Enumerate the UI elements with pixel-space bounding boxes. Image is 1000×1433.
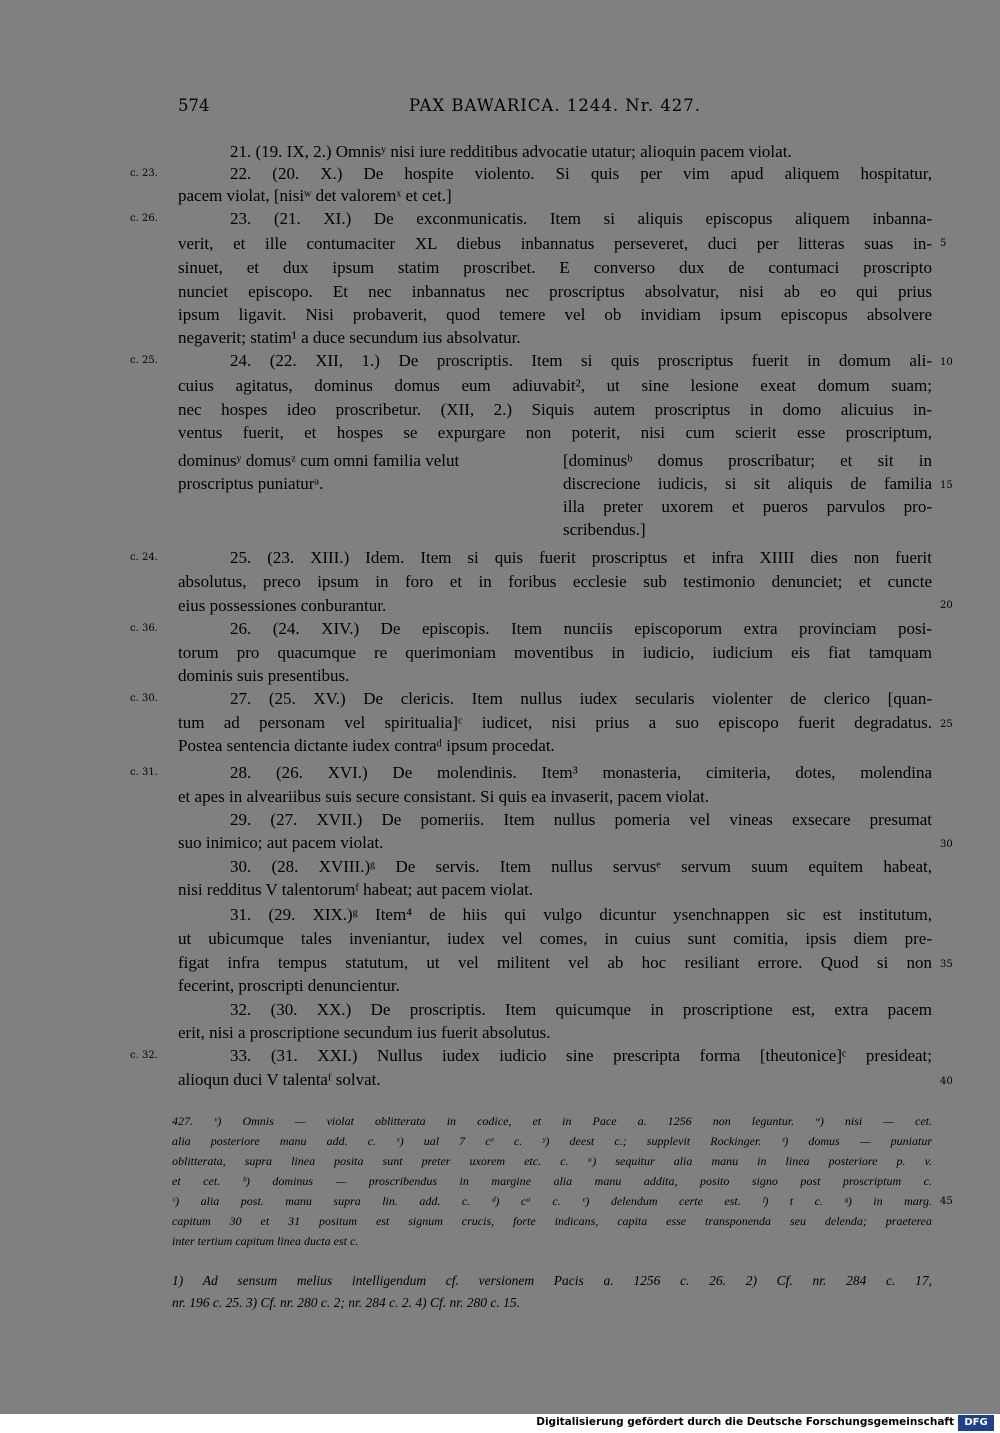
line-number: 5	[940, 238, 947, 249]
text-line: 25. (23. XIII.) Idem. Item si quis fuerit proscriptus et infra XIIII dies non fuerit	[230, 548, 932, 567]
text-line: 31. (29. XIX.)ᵍ Item⁴ de hiis qui vulgo dicuntur ysenchnappen sic est institutum,	[230, 905, 932, 924]
text-line: ut ubicumque tales inveniantur, iudex vel comes, in cuius sunt comitia, ipsis diem pre-	[178, 929, 932, 948]
apparatus-line: et cet. ᵇ) dominus — proscribendus in margine alia manu addita, posito signo post proscriptum c.	[172, 1174, 932, 1188]
apparatus-line: ᶜ) alia post. manu supra lin. add. c. ᵈ) cᵃ c. ᵉ) delendum certe est. ᶠ) t c. ᵍ) in marg.	[172, 1194, 932, 1208]
commentary-note: 1) Ad sensum melius intelligendum cf. versionem Pacis a. 1256 c. 26. 2) Cf. nr. 284 c. 17,	[172, 1273, 932, 1288]
text-line: suo inimico; aut pacem violat.	[178, 833, 384, 852]
apparatus-line: oblitterata, supra linea posita sunt preter uxorem etc. c. ᵃ) sequitur alia manu in linea posteriore p. v.	[172, 1154, 932, 1168]
page-number: 574	[178, 96, 210, 115]
text-line: fecerint, proscripti denuncientur.	[178, 976, 400, 995]
running-header	[178, 96, 932, 120]
credit-bar	[0, 1414, 1000, 1433]
commentary-note: nr. 196 c. 25. 3) Cf. nr. 280 c. 2; nr. 284 c. 2. 4) Cf. nr. 280 c. 15.	[172, 1295, 520, 1310]
text-line: torum pro quacumque re querimoniam moventibus in iudicio, iudicium eis fiat tamquam	[178, 643, 932, 662]
text-line: 30. (28. XVIII.)ᵍ De servis. Item nullus servusᵉ servum suum equitem habeat,	[230, 857, 932, 876]
line-number: 30	[940, 839, 953, 850]
line-number: 45	[940, 1196, 953, 1207]
apparatus-line: inter tertium capitum linea ducta est c.	[172, 1234, 359, 1248]
line-number: 35	[940, 959, 953, 970]
text-line: erit, nisi a proscriptione secundum ius fuerit absolutus.	[178, 1023, 551, 1042]
apparatus-line: capitum 30 et 31 positum est signum crucis, forte indicans, capita esse transponenda seu delenda; praeterea	[172, 1214, 932, 1228]
text-line: sinuet, et dux ipsum statim proscribet. E converso dux de contumaci proscripto	[178, 258, 932, 277]
text-line: 24. (22. XII, 1.) De proscriptis. Item si quis proscriptus fuerit in domum ali-	[230, 351, 932, 370]
text-line: absolutus, preco ipsum in foro et in foribus ecclesie sub testimonio denunciet; et cuncte	[178, 572, 932, 591]
text-line: Postea sentencia dictante iudex contraᵈ ipsum procedat.	[178, 736, 555, 755]
funding-credit: Digitalisierung gefördert durch die Deutsche Forschungsgemeinschaft	[536, 1416, 954, 1428]
line-number: 40	[940, 1076, 953, 1087]
margin-chapter-ref: c. 25.	[130, 355, 158, 366]
text-line: 21. (19. IX, 2.) Omnisʸ nisi iure redditibus advocatie utatur; alioquin pacem violat.	[230, 142, 792, 161]
text-line: verit, et ille contumaciter XL diebus inbannatus perseveret, duci per litteras suas in-	[178, 234, 932, 253]
text-line: tum ad personam vel spiritualia]ᶜ iudicet, nisi prius a suo episcopo fuerit degradatus.	[178, 713, 932, 732]
text-line: cuius agitatus, dominus domus eum adiuvabit², ut sine lesione exeat domum suam;	[178, 376, 932, 395]
text-line: 27. (25. XV.) De clericis. Item nullus iudex secularis violenter de clerico [quan-	[230, 689, 932, 708]
variant-right-line: [dominusᵇ domus proscribatur; et sit in	[563, 451, 932, 470]
variant-right-line: discrecione iudicis, si sit aliquis de familia	[563, 474, 932, 493]
text-line: et apes in alveariibus suis secure consistant. Si quis ea invaserit, pacem violat.	[178, 787, 710, 806]
text-line: pacem violat, [nisiʷ det valoremˣ et cet.]	[178, 186, 452, 205]
variant-right-line: scribendus.]	[563, 520, 646, 539]
margin-chapter-ref: c. 26.	[130, 213, 158, 224]
variant-left-line: proscriptus puniaturᵃ.	[178, 474, 324, 493]
text-line: negaverit; statim¹ a duce secundum ius absolvatur.	[178, 328, 521, 347]
margin-chapter-ref: c. 24.	[130, 552, 158, 563]
text-line: nisi redditus V talentorumᶠ habeat; aut pacem violat.	[178, 880, 534, 899]
line-number: 15	[940, 480, 953, 491]
line-number: 20	[940, 600, 953, 611]
text-line: 26. (24. XIV.) De episcopis. Item nunciis episcoporum extra provinciam posi-	[230, 619, 932, 638]
apparatus-line: alia posteriore manu add. c. ˣ) ual 7 cᵉ c. ʸ) deest c.; supplevit Rockinger. ᶻ) domus — puniatur	[172, 1134, 932, 1148]
text-line: 22. (20. X.) De hospite violento. Si quis per vim apud aliquem hospitatur,	[230, 164, 932, 183]
text-line: 29. (27. XVII.) De pomeriis. Item nullus pomeria vel vineas exsecare presumat	[230, 810, 932, 829]
margin-chapter-ref: c. 23.	[130, 168, 158, 179]
text-line: ipsum ligavit. Nisi probaverit, quod temere vel ob invidiam ipsum episcopus absolvere	[178, 305, 932, 324]
margin-chapter-ref: c. 30.	[130, 693, 158, 704]
text-line: alioqun duci V talentaᶠ solvat.	[178, 1070, 381, 1089]
margin-chapter-ref: c. 31.	[130, 767, 158, 778]
variant-right-line: illa preter uxorem et pueros parvulos pro-	[563, 497, 932, 516]
line-number: 25	[940, 719, 953, 730]
text-line: nec hospes ideo proscribetur. (XII, 2.) Siquis autem proscriptus in domo alicuius in-	[178, 400, 932, 419]
line-number: 10	[940, 357, 953, 368]
margin-chapter-ref: c. 36.	[130, 623, 158, 634]
text-line: eius possessiones conburantur.	[178, 596, 387, 615]
apparatus-line: 427. ᵛ) Omnis — violat oblitterata in codice, et in Pace a. 1256 non leguntur. ʷ) nisi — cet.	[172, 1114, 932, 1128]
text-line: figat infra tempus statutum, ut vel militent vel ab hoc resiliant errore. Quod si non	[178, 953, 932, 972]
text-line: ventus fuerit, et hospes se expurgare non poterit, nisi cum scierit esse proscriptum,	[178, 423, 932, 442]
text-line: dominis suis presentibus.	[178, 666, 350, 685]
margin-chapter-ref: c. 32.	[130, 1050, 158, 1061]
text-line: 33. (31. XXI.) Nullus iudex iudicio sine prescripta forma [theutonice]ᶜ presideat;	[230, 1046, 932, 1065]
text-line: nunciet episcopo. Et nec inbannatus nec proscriptus absolvatur, nisi ab eo qui prius	[178, 282, 932, 301]
text-line: 32. (30. XX.) De proscriptis. Item quicumque in proscriptione est, extra pacem	[230, 1000, 932, 1019]
variant-left-line: dominusʸ domusᶻ cum omni familia velut	[178, 451, 460, 470]
running-title: PAX BAWARICA. 1244. Nr. 427.	[408, 96, 702, 115]
dfg-logo-icon: DFG	[958, 1415, 994, 1431]
text-line: 28. (26. XVI.) De molendinis. Item³ monasteria, cimiteria, dotes, molendina	[230, 763, 932, 782]
text-line: 23. (21. XI.) De exconmunicatis. Item si aliquis episcopus aliquem inbanna-	[230, 209, 932, 228]
